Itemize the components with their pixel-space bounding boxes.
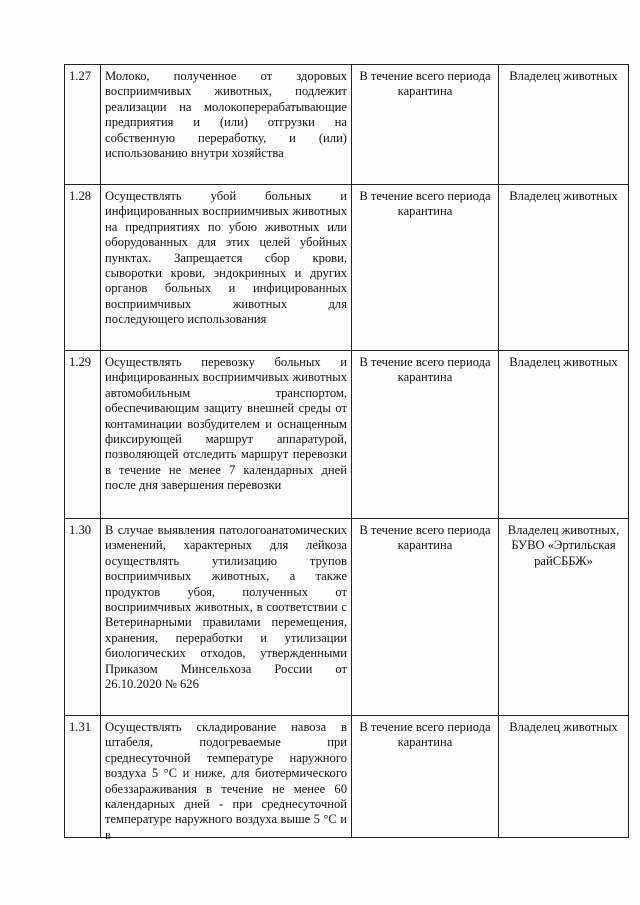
measure-responsible: Владелец животных: [499, 185, 629, 351]
measure-description: В случае выявления патологоанатомических изменений, характерных для лейкоза осуществлять утилизацию трупов восприимчивых животных, а также продуктов убоя, полученных от восприимчивых животных, в соответствии с Ветеринарными правилами перемещения, хранения, переработки и утилизации биологических отходов, утвержденными Приказом Минсельхоза России от 26.10.2020 № 626: [101, 519, 352, 716]
measure-responsible: Владелец животных, БУВО «Эртильская райСББЖ»: [499, 519, 629, 716]
row-number: 1.29: [65, 351, 101, 519]
measures-table: [64, 64, 629, 842]
measure-description: Молоко, полученное от здоровых восприимчивых животных, подлежит реализации на молокоперерабатывающие предприятия и (или) отгрузки на собственную переработку, и (или) использованию внутри хозяйства: [101, 65, 352, 185]
measure-term: В течение всего периода карантина: [352, 65, 499, 185]
measure-description-cell: [101, 716, 352, 842]
measure-responsible: Владелец животных: [499, 65, 629, 185]
table-row: [65, 65, 629, 185]
table-row: [65, 351, 629, 519]
measure-responsible: Владелец животных: [499, 351, 629, 519]
measure-description: Осуществлять складирование навоза в штабеля, подогреваемые при среднесуточной температуре наружного воздуха 5 °С и ниже, для биотермического обеззараживания в течение не менее 60 календарных дней - при среднесуточной температуре наружного воздуха выше 5 °С и в: [105, 720, 347, 842]
measure-term: В течение всего периода карантина: [352, 519, 499, 716]
row-number: 1.31: [65, 716, 101, 838]
row-number: 1.28: [65, 185, 101, 351]
measure-term: В течение всего периода карантина: [352, 716, 499, 838]
measure-term: В течение всего периода карантина: [352, 351, 499, 519]
table-row: [65, 519, 629, 716]
measure-description: Осуществлять перевозку больных и инфицированных восприимчивых животных автомобильным транспортом, обеспечивающим защиту внешней среды от контаминации возбудителем и оснащенным фиксирующей маршрут аппаратурой, позволяющей отследить маршрут перевозки в течение не менее 7 календарных дней после дня завершения перевозки: [101, 351, 352, 519]
measure-responsible: Владелец животных: [499, 716, 629, 838]
row-number: 1.27: [65, 65, 101, 185]
row-number: 1.30: [65, 519, 101, 716]
measure-description: Осуществлять убой больных и инфицированных восприимчивых животных на предприятиях по убою животных или оборудованных для этих целей убойных пунктах. Запрещается сбор крови, сыворотки крови, эндокринных и других органов больных и инфицированных восприимчивых животных для последующего использования: [101, 185, 352, 351]
table-row: [65, 716, 629, 838]
measure-term: В течение всего периода карантина: [352, 185, 499, 351]
table-row: [65, 185, 629, 351]
